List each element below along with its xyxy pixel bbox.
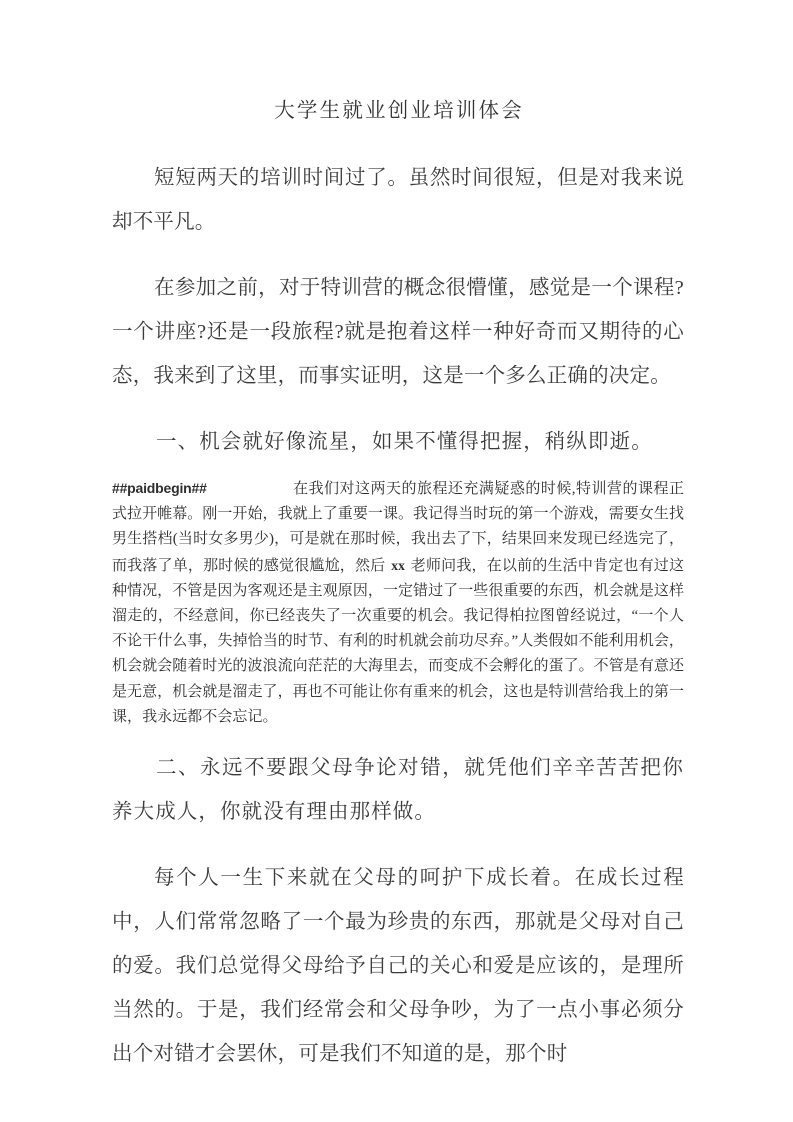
paid-begin-marker: ##paidbegin## xyxy=(112,480,207,496)
section-heading-one: 一、机会就好像流星，如果不懂得把握，稍纵即逝。 xyxy=(156,431,653,453)
paragraph-parents-love: 每个人一生下来就在父母的呵护下成长着。在成长过程中，人们常常忽略了一个最为珍贵的东西，那就是父母对自己的爱。我们总觉得父母给予自己的关心和爱是应该的，是理所当然的。于是，我们经常会和父母争吵，为了一点小事必须分出个对错才会罢休，可是我们不知道的是，那个时 xyxy=(112,867,684,1066)
page-title: 大学生就业创业培训体会 xyxy=(274,100,524,122)
paragraph-spacer xyxy=(112,252,684,266)
paragraph-spacer xyxy=(112,842,684,856)
small-text-block xyxy=(112,476,684,730)
small-text-part-two: 老师问我，在以前的生活中肯定也有过这种情况，不管是因为客观还是主观原因，一定错过了一些很重要的东西，机会就是这样溜走的，不经意间，你已经丧失了一次重要的机会。我记得柏拉图曾经说过，“一个人不论干什么事，失掉恰当的时节、有利的时机就会前功尽弃。”人类假如不能利用机会，机会就会随着时光的波浪流向茫茫的大海里去，而变成不会孵化的蛋了。不管是有意还是无意，机会就是溜走了，再也不可能让你有重来的机会，这也是特训营给我上的第一课，我永远都不会忘记。 xyxy=(112,557,685,725)
paragraph-before-joining: 在参加之前，对于特训营的概念很懵懂，感觉是一个课程?一个讲座?还是一段旅程?就是抱着这样一种好奇而又期待的心态，我来到了这里，而事实证明，这是一个多么正确的决定。 xyxy=(112,277,684,387)
document-content xyxy=(112,96,684,1084)
teacher-name-placeholder: xx xyxy=(391,557,405,573)
section-heading-two: 二、永远不要跟父母争论对错，就凭他们辛辛苦苦把你养大成人，你就没有理由那样做。 xyxy=(112,757,684,824)
paragraph-intro: 短短两天的培训时间过了。虽然时间很短，但是对我来说却不平凡。 xyxy=(112,167,684,233)
small-text-part-one: 在我们对这两天的旅程还充满疑惑的时候,特训营的课程正式拉开帷幕。刚一开始，我就上了重要一课。我记得当时玩的第一个游戏，需要女生找男生搭档(当时女多男少)，可是就在那时候，我出去了下，结果回来发现已经选完了，而我落了单，那时候的感觉很尴尬，然后 xyxy=(112,481,684,574)
paragraph-spacer xyxy=(112,406,684,420)
